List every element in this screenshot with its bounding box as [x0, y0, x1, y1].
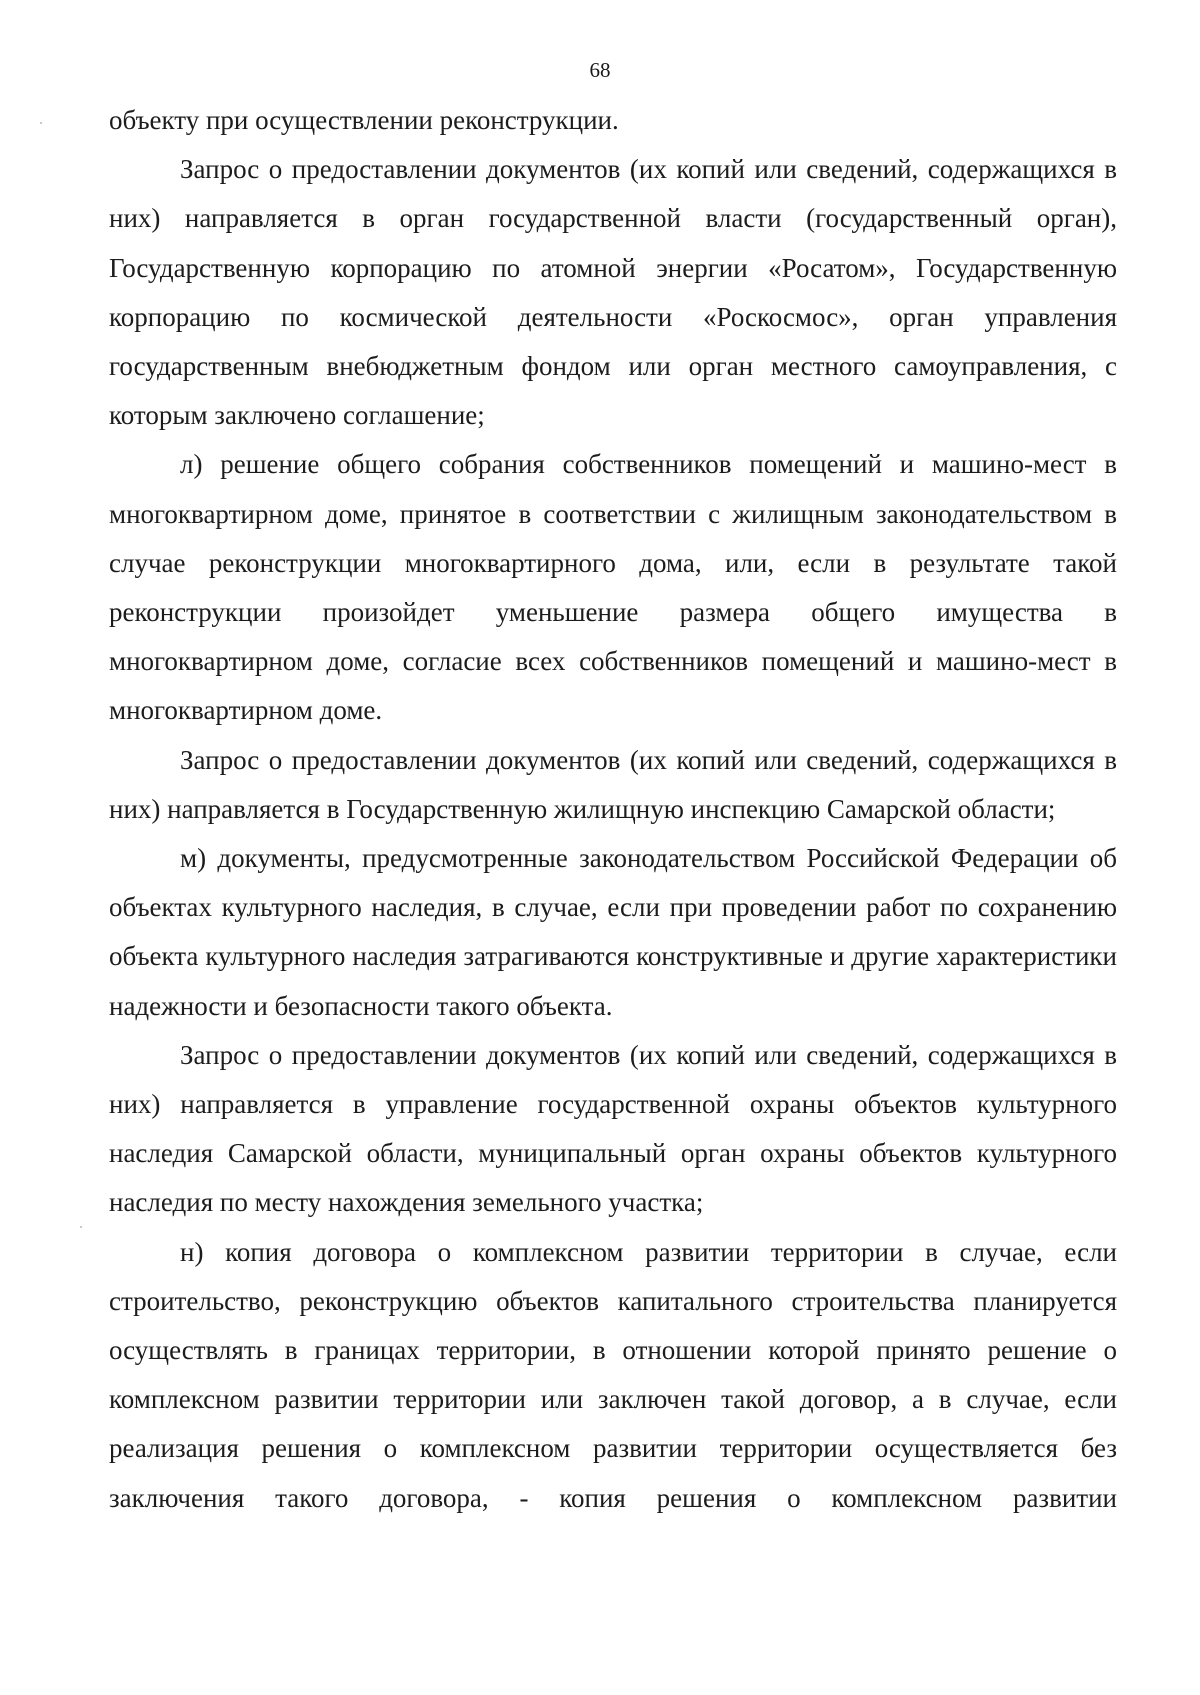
scan-speck [40, 122, 42, 124]
paragraph-item-l: л) решение общего собрания собственников помещений и машино-мест в многоквартирном доме, принятое в соответствии с жилищным законодательством в случае реконструкции многоквартирного дома, или, если в результате такой реконструкции произойдет уменьшение размера общего имущества в многоквартирном доме, согласие всех собственников помещений и машино-мест в многоквартирном доме. [109, 449, 1117, 726]
document-body [109, 96, 1117, 1523]
scan-speck [80, 1226, 82, 1228]
page-number: 68 [589, 58, 611, 82]
paragraph-request-housing-inspection: Запрос о предоставлении документов (их копий или сведений, содержащихся в них) направляется в Государственную жилищную инспекцию Самарской области; [109, 744, 1117, 824]
paragraph-request-heritage: Запрос о предоставлении документов (их копий или сведений, содержащихся в них) направляется в управление государственной охраны объектов культурного наследия Самарской области, муниципальный орган охраны объектов культурного наследия по месту нахождения земельного участка; [109, 1039, 1117, 1218]
paragraph-item-m: м) документы, предусмотренные законодательством Российской Федерации об объектах культурного наследия, в случае, если при проведении работ по сохранению объекта культурного наследия затрагиваются конструктивные и другие характеристики надежности и безопасности такого объекта. [109, 843, 1117, 1021]
paragraph-continuation: объекту при осуществлении реконструкции. [109, 105, 619, 135]
paragraph-request-authority: Запрос о предоставлении документов (их копий или сведений, содержащихся в них) направляется в орган государственной власти (государственный орган), Государственную корпорацию по атомной энергии «Росатом», Государственную корпорацию по космической деятельности «Роскосмос», орган управления государственным внебюджетным фондом или орган местного самоуправления, с которым заключено соглашение; [109, 154, 1117, 431]
paragraph-item-n: н) копия договора о комплексном развитии территории в случае, если строительство, реконструкцию объектов капитального строительства планируется осуществлять в границах территории, в отношении которой принято решение о комплексном развитии территории или заключен такой договор, а в случае, если реализация решения о комплексном развитии территории осуществляется без заключения такого договора, - копия решения о комплексном развитии [109, 1236, 1117, 1513]
